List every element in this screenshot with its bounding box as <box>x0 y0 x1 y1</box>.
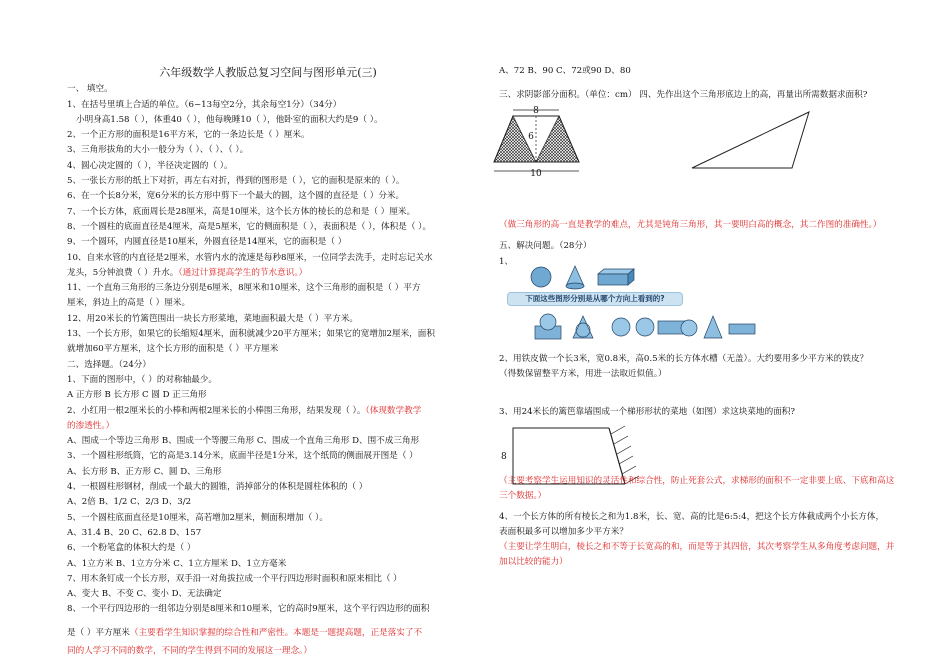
fill-q2: 2、一个正方形的面积是16平方米，它的一条边长是（ ）厘米。 <box>67 130 310 141</box>
right-lower <box>499 218 899 270</box>
view-circle-1 <box>540 314 556 330</box>
fill-q12: 12、用20米长的竹篱笆围出一块长方形菜地，菜地面积最大是（ ）平方米。 <box>67 313 359 324</box>
choice-q8-text: 是（ ）平方厘米 <box>67 627 130 638</box>
fill-q13-cont: 就增加60平方厘米，这个长方形的面积是（ ）平方厘米 <box>67 344 279 355</box>
section-choice-heading: 二、选择题。（24分） <box>67 359 151 370</box>
views-banner: 下面这些图形分别是从哪个方向上看到的? <box>507 292 683 306</box>
choice-q4-options: A、2倍 B、1/2 C、2/3 D、3/2 <box>67 497 192 508</box>
section-solve-heading: 五、解决问题。（28分） <box>499 241 592 252</box>
fill-q10: 10、自来水管的内直径是2厘米，水管内水的流速是每秒8厘米，一位同学去洗手，走时忘记关水 <box>67 252 433 263</box>
fill-q10-note: （通过计算提高学生的节水意识。） <box>178 267 308 278</box>
fill-q13: 13、一个长方形，如果它的长缩短4厘米，面积就减少20平方厘米；如果它的宽增加2厘米，面积 <box>67 329 435 340</box>
left-column <box>67 64 469 659</box>
view-circle-4 <box>636 318 654 336</box>
solve-q4-note: （主要让学生明白，棱长之和不等于长宽高的和，而是等于其四倍，其次考察学生从多角度考虑问题，并加以比较的能力） <box>499 542 895 568</box>
cuboid-front <box>598 274 628 285</box>
choice-q8: 8、一个平行四边形的一组邻边分别是8厘米和10厘米，它的高时9厘米，这个平行四边形的面积 <box>67 604 430 615</box>
solve-q4-cont: 表面积最多可以增加多少平方米？ <box>499 526 628 537</box>
choice-q8-note: （主要看学生知识掌握的综合性和严密性。本题是一题提高题，正是落实了不 <box>129 627 423 638</box>
shaded-area-figure <box>489 104 599 178</box>
fill-q6: 6、在一个长8分米，宽6分米的长方形中剪下一个最大的圆，这个圆的直径是（ ）分米。 <box>67 191 405 202</box>
choice-q4: 4、一根圆柱形钢材，削成一个最大的圆锥，消掉部分的体积是圆柱体积的（ ） <box>67 482 368 493</box>
shaded-triangle-right <box>536 116 579 162</box>
fill-q10-cont <box>67 266 469 281</box>
label-top: 8 <box>533 106 539 116</box>
fill-q4: 4、圆心决定圆的（ ），半径决定圆的（ ）。 <box>67 160 233 171</box>
views-row <box>533 312 778 342</box>
fill-q5: 5、一张长方形的纸上下对折，再左右对折，得到的图形是（ ），它的面积是原来的（ ）。 <box>67 176 405 187</box>
solids-row <box>528 264 648 290</box>
fill-q7: 7、一个长方体，底面周长是28厘米，高是10厘米，这个长方体的棱长的总和是（ ）厘米。 <box>67 206 416 217</box>
page-title: 六年级数学人教版总复习空间与图形单元(三) <box>159 66 377 79</box>
choice-q7: 7、用木条钉成一个长方形，双手沿一对角拔拉成一个平行四边形时面积和原来相比（ ） <box>67 573 402 584</box>
fill-q8: 8、一个圆柱的底面直径是4厘米，高是5厘米，它的侧面积是（ ），表面积是（ ），体积是（ ）。 <box>67 221 432 232</box>
choice-q3-options: A、长方形 B、正方形 C、圆 D、三角形 <box>67 466 222 477</box>
fill-q10-text: 龙头，5分钟浪费（ ）升水。 <box>67 267 179 278</box>
view-circle-3 <box>612 318 630 336</box>
solve-q2: 2、用铁皮做一个长3米，宽0.8米，高0.5米的长方体水槽（无盖）。大约要用多少平方米的铁皮？ <box>499 354 869 364</box>
choice-q1-options: A 正方形 B 长方形 C 圆 D 正三角形 <box>67 390 207 401</box>
view-triangle-1 <box>573 316 593 338</box>
right-lower-3 <box>499 474 899 571</box>
right-column <box>499 64 899 104</box>
choice-q8-cont <box>67 626 469 641</box>
fill-q3: 3、三角形拔角的大小一般分为（ ）、（ ）、（ ）。 <box>67 145 249 156</box>
choice-q2-note: （体现数学教学 <box>365 405 422 416</box>
view-rect-3 <box>729 324 755 334</box>
solve-q3-note: （主要考察学生运用知识的灵活性和综合性，防止死套公式，求梯形的面积不一定非要上底、下底和高这三个数据。） <box>499 476 895 502</box>
fill-q11: 11、一个直角三角形的三条边分别是6厘米，8厘米和10厘米，这个三角形的面积是（ ）平方 <box>67 283 421 294</box>
choice-q2-options: A、围成一个等边三角形 B、围成一个等腰三角形 C、围成一个直角三角形 D、围不成三角形 <box>67 436 420 447</box>
right-lower-2 <box>499 352 899 420</box>
obtuse-triangle-figure <box>688 108 813 172</box>
choice-q2-note-cont: 的渗透性。） <box>67 420 115 431</box>
choice-q2 <box>67 404 469 419</box>
label-height: 6 <box>528 132 534 142</box>
fill-q9: 9、一个圆环，内圆直径是10厘米，外圆直径是14厘米，它的面积是（ ） <box>67 237 347 248</box>
choice-q8-options: A、72 B、90 C、72或90 D、80 <box>499 66 631 76</box>
choice-q3: 3、一个圆柱形纸筒，它的高是3.14分米，底面半径是1分米，这个纸筒的侧面展开图是（ ） <box>67 451 418 462</box>
choice-q6-options: A、1立方米 B、1立方分米 C、1立方厘米 D、1立方毫米 <box>67 558 287 569</box>
section-area-heading: 三、求阴影部分面积。（单位：cm） 四、先作出这个三角形底边上的高，再量出所需数据求面积? <box>499 90 868 101</box>
fill-q1: 1、在括号里填上合适的单位。（6~13每空2分，其余每空1分）（34分） <box>67 99 342 110</box>
fill-q11-cont: 厘米，斜边上的高是（ ）厘米。 <box>67 298 191 309</box>
section-fill-heading: 一、 填空。 <box>67 84 113 95</box>
choice-q7-options: A、变大 B、不变 C、变小 D、无法确定 <box>67 589 222 600</box>
cone-base <box>566 283 584 289</box>
garden-label-side: 8 <box>501 452 507 462</box>
fill-q1-line: 小明身高1.58（ ），体重40（ ），他每晚睡10（ ），他卧室的面积大约是9（ ）。 <box>76 114 383 125</box>
obtuse-triangle <box>692 112 809 168</box>
choice-q1: 1、下面的图形中，（ ）的对称轴最少。 <box>67 374 217 385</box>
choice-q8-note-cont: 同的人学习不同的数学，不同的学生得到不同的发展这一理念。） <box>67 645 312 656</box>
solve-q2-cont: （得数保留整平方米，用进一法取近似值。） <box>499 369 667 380</box>
solve-q1: 1、 <box>499 256 514 267</box>
section3-note: （做三角形的高一直是教学的难点，尤其是钝角三角形，其一要明白高的概念，其二作图的准确性。） <box>499 220 882 230</box>
view-circle-5 <box>681 320 697 336</box>
choice-q5: 5、一个圆柱底面直径是10厘米，高若增加2厘米，侧面积增加（ ）。 <box>67 512 328 523</box>
solve-q4: 4、一个长方体的所有棱长之和为1.8米，长、宽、高的比是6:5:4，把这个长方体截成两个小长方体， <box>499 511 885 522</box>
sphere-solid <box>531 267 551 287</box>
choice-q2-text: 2、小红用一根2厘米长的小棒和两根2厘米长的小棒围三角形，结果发现（ ）。 <box>67 405 366 416</box>
solve-q3: 3、用24米长的篱笆靠墙围成一个梯形形状的菜地（如图）求这块菜地的面积? <box>499 406 796 417</box>
label-bottom: 10 <box>530 169 542 178</box>
view-triangle-2 <box>704 316 722 338</box>
choice-q6: 6、一个粉笔盒的体积大约是（ ） <box>67 543 196 554</box>
choice-q5-options: A、31.4 B、20 C、62.8 D、157 <box>67 527 202 538</box>
